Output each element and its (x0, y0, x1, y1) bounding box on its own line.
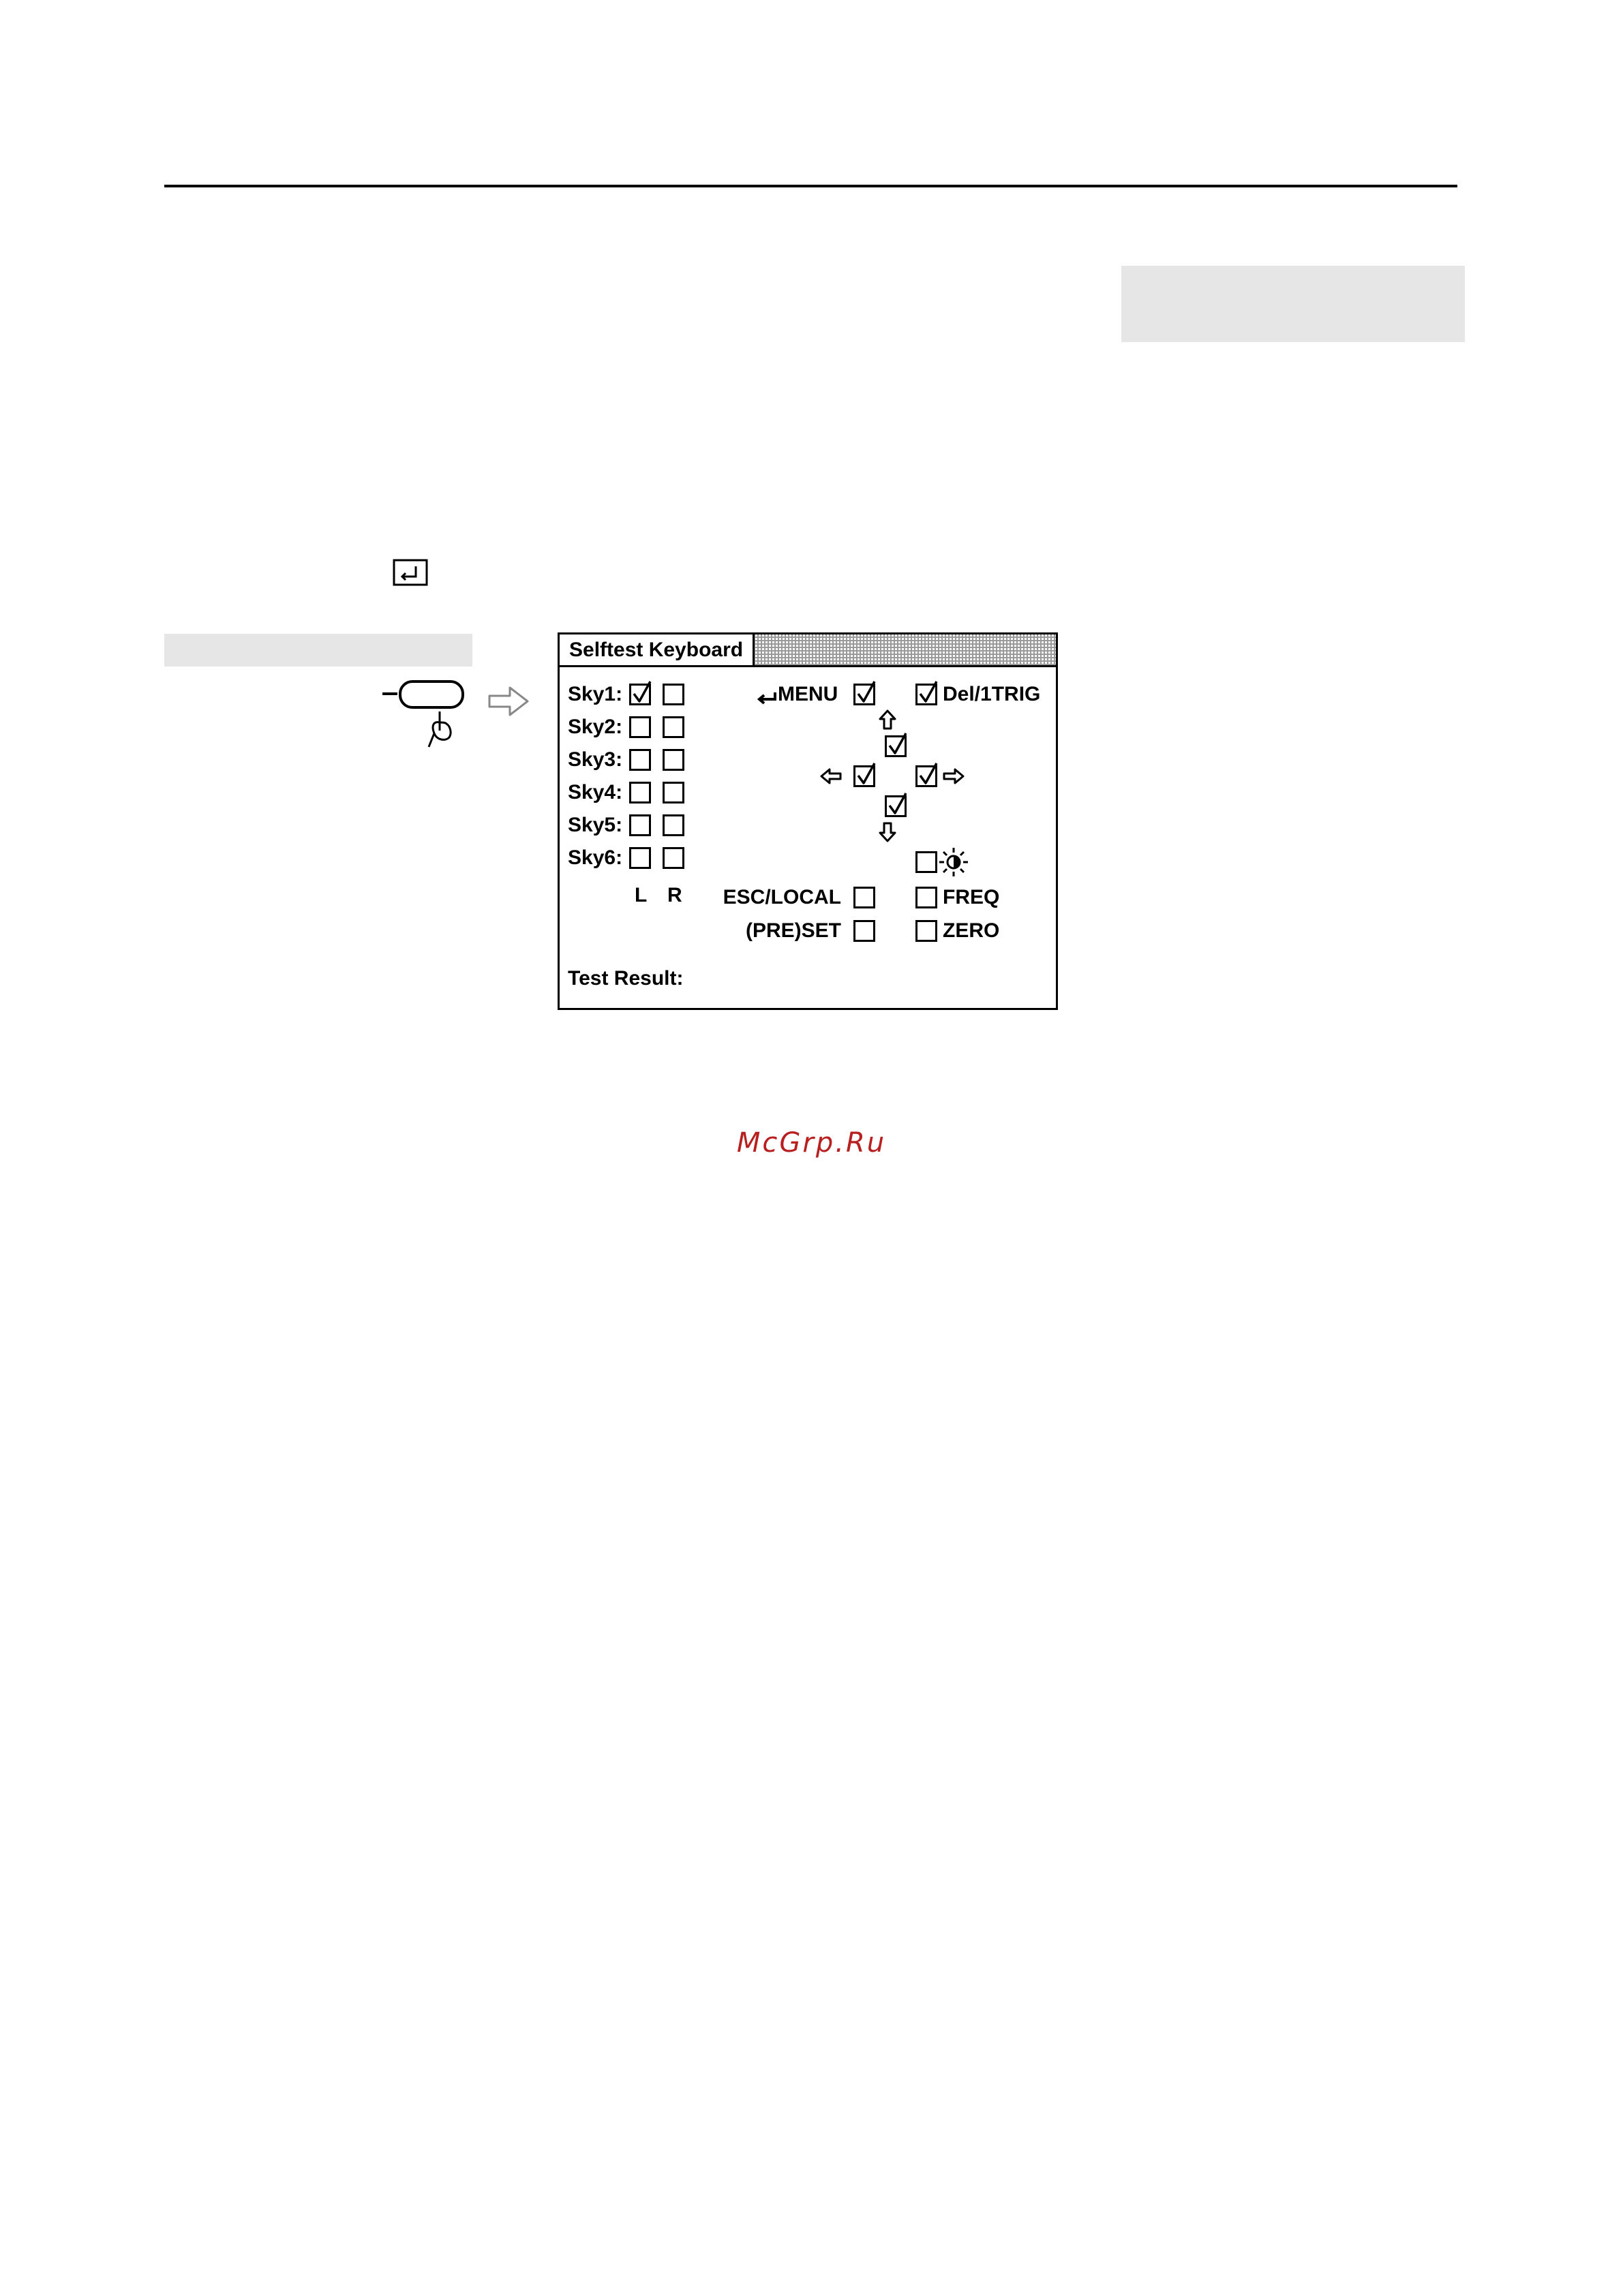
zero-checkbox[interactable] (915, 920, 937, 942)
esc-local-checkbox[interactable] (853, 887, 875, 908)
softkey-2-right-checkbox[interactable] (663, 716, 684, 738)
enter-key-icon (393, 559, 428, 586)
enter-arrow-icon (757, 692, 778, 705)
screen-title: Selftest Keyboard (560, 634, 755, 665)
checkmark-icon (916, 680, 939, 706)
zero-label: ZERO (943, 919, 1000, 942)
preset-checkbox[interactable] (853, 920, 875, 942)
arrow-down-icon (879, 822, 896, 842)
hollow-arrow-right-icon (487, 685, 530, 718)
softkey-label: Sky3: (568, 748, 623, 771)
column-label-right: R (667, 884, 682, 906)
softkey-4-left-checkbox[interactable] (629, 782, 651, 803)
checkmark-icon (916, 762, 939, 788)
screen-title-bar (560, 634, 1056, 667)
arrow-down-checkbox[interactable] (885, 795, 907, 817)
softkey-label: Sky6: (568, 846, 623, 869)
menu-checkbox[interactable] (853, 684, 875, 705)
softkey-1-right-checkbox[interactable] (663, 684, 684, 705)
del-trig-label: Del/1TRIG (943, 683, 1041, 705)
softkey-3-left-checkbox[interactable] (629, 749, 651, 771)
step-header-bar (164, 634, 472, 667)
column-label-left: L (635, 884, 648, 906)
freq-checkbox[interactable] (915, 887, 937, 908)
softkey-label: Sky1: (568, 683, 623, 705)
softkey-1-left-checkbox[interactable] (629, 684, 651, 705)
watermark-text: McGrp.Ru (736, 1127, 887, 1159)
checkmark-icon (885, 732, 909, 758)
preset-label: (PRE)SET (745, 919, 841, 942)
arrow-up-checkbox[interactable] (885, 735, 907, 757)
softkey-3-right-checkbox[interactable] (663, 749, 684, 771)
freq-label: FREQ (943, 886, 1000, 908)
softkey-label: Sky5: (568, 814, 623, 836)
brightness-checkbox[interactable] (915, 851, 937, 873)
softkey-6-right-checkbox[interactable] (663, 847, 684, 869)
checkmark-icon (630, 680, 653, 706)
selftest-keyboard-screen (558, 632, 1058, 1010)
softkey-label: Sky4: (568, 781, 623, 803)
key-press-icon (378, 679, 467, 750)
esc-local-label: ESC/LOCAL (723, 886, 841, 908)
softkey-6-left-checkbox[interactable] (629, 847, 651, 869)
side-note-box (1121, 266, 1465, 342)
checkmark-icon (885, 792, 909, 818)
softkey-5-right-checkbox[interactable] (663, 814, 684, 836)
del-trig-checkbox[interactable] (915, 684, 937, 705)
softkey-4-right-checkbox[interactable] (663, 782, 684, 803)
arrow-up-icon (879, 709, 896, 730)
menu-label: MENU (778, 683, 838, 705)
arrow-left-checkbox[interactable] (853, 765, 875, 787)
top-divider (164, 185, 1457, 187)
arrow-right-icon (943, 768, 965, 784)
softkey-2-left-checkbox[interactable] (629, 716, 651, 738)
arrow-left-icon (820, 768, 842, 784)
contrast-sun-icon (939, 847, 969, 877)
test-result-label: Test Result: (568, 967, 684, 990)
arrow-right-checkbox[interactable] (915, 765, 937, 787)
checkmark-icon (854, 680, 877, 706)
checkmark-icon (854, 762, 877, 788)
softkey-5-left-checkbox[interactable] (629, 814, 651, 836)
softkey-label: Sky2: (568, 716, 623, 738)
